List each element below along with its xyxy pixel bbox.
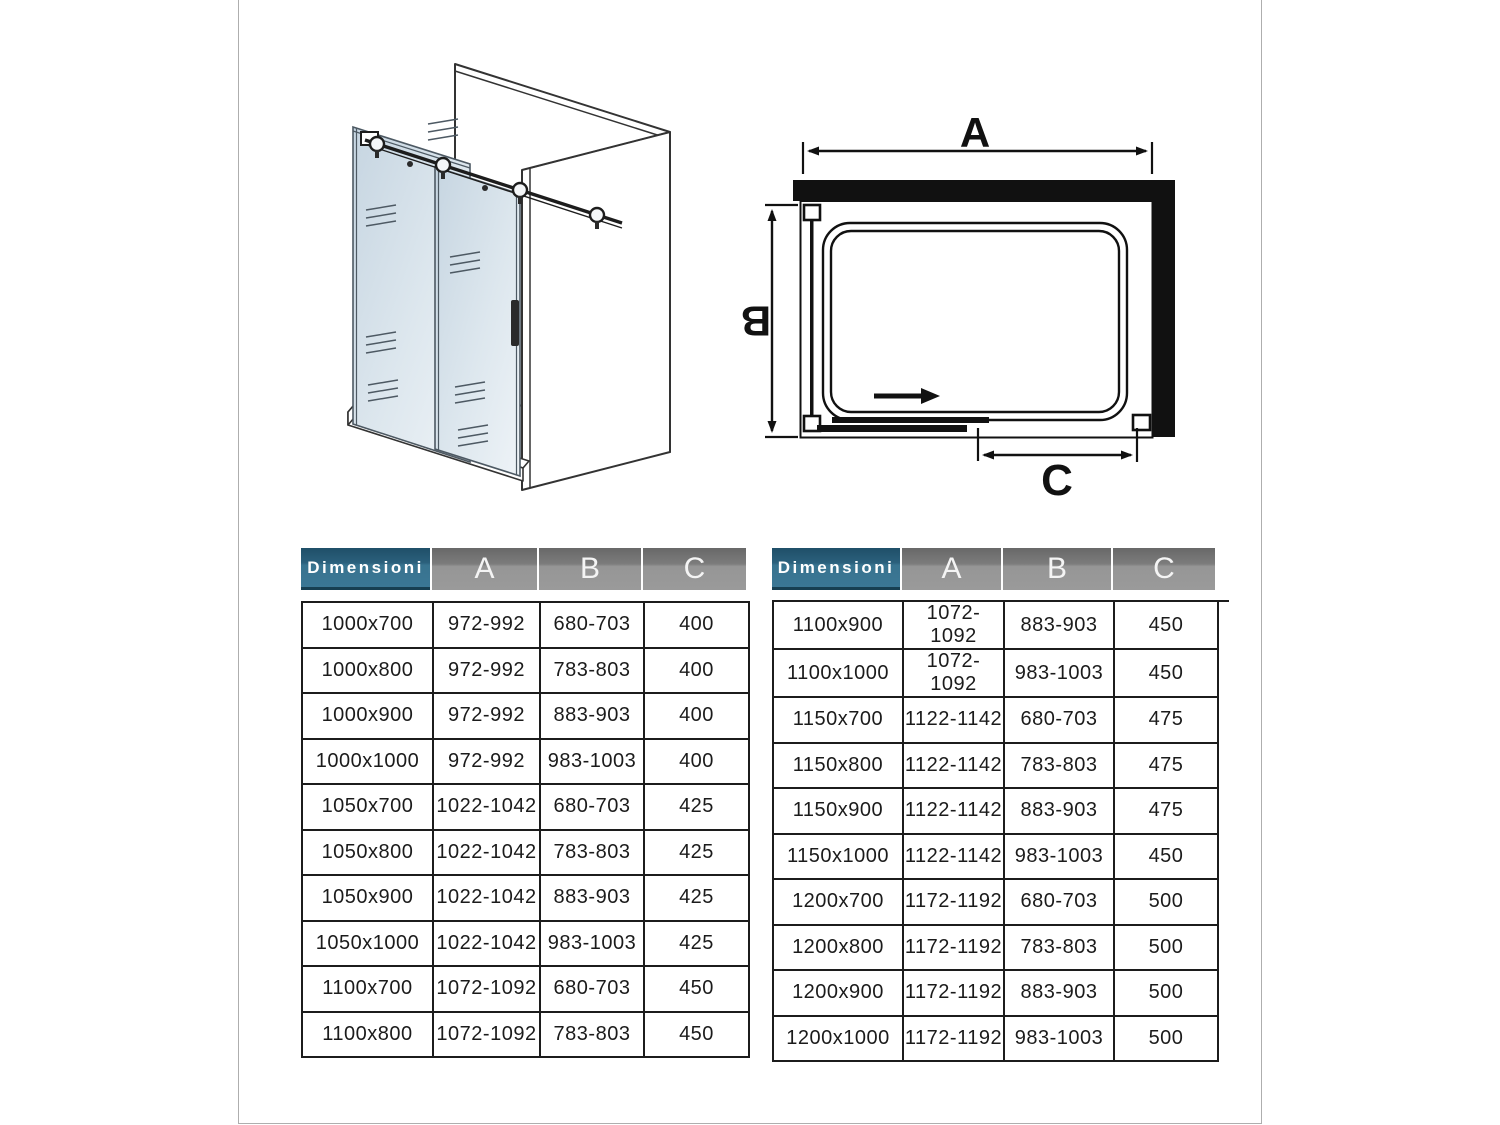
table-row [302, 966, 749, 1012]
table-cell: 500 [1114, 1016, 1218, 1062]
header-cell-c: C [643, 548, 746, 590]
table-row [302, 921, 749, 967]
table-cell: 1200x700 [773, 879, 903, 925]
left-table-header [301, 548, 746, 590]
tray-outline [823, 223, 1127, 420]
table-row [773, 834, 1218, 880]
table-cell: 1200x800 [773, 925, 903, 971]
table-cell: 680-703 [540, 784, 644, 830]
table-cell: 983-1003 [1004, 1016, 1114, 1062]
table-cell: 1022-1042 [433, 921, 540, 967]
table-row [302, 784, 749, 830]
table-cell: 400 [644, 648, 749, 694]
table-cell: 1000x800 [302, 648, 433, 694]
table-cell: 1172-1192 [903, 970, 1004, 1016]
table-cell: 1122-1142 [903, 697, 1004, 743]
table-cell: 425 [644, 875, 749, 921]
door-handle [511, 300, 519, 346]
header-cell-a: A [432, 548, 537, 590]
table-cell: 680-703 [540, 602, 644, 648]
table-cell: 883-903 [540, 875, 644, 921]
table-row [773, 649, 1218, 697]
table-cell: 450 [1114, 601, 1218, 649]
table-cell: 1100x700 [302, 966, 433, 1012]
table-cell: 680-703 [1004, 879, 1114, 925]
table-cell: 1150x800 [773, 743, 903, 789]
table-cell: 425 [644, 830, 749, 876]
table-cell: 450 [1114, 649, 1218, 697]
header-cell-c: C [1113, 548, 1215, 590]
door-bar-upper [832, 417, 989, 423]
table-cell: 1050x800 [302, 830, 433, 876]
table-row [302, 739, 749, 785]
table-cell: 1100x900 [773, 601, 903, 649]
table-cell: 783-803 [540, 830, 644, 876]
table-cell: 1072-1092 [903, 601, 1004, 649]
top-wall [793, 180, 1175, 201]
table-row [773, 879, 1218, 925]
table-row [773, 1016, 1218, 1062]
table-cell: 475 [1114, 788, 1218, 834]
table-cell: 783-803 [1004, 743, 1114, 789]
table-cell: 1022-1042 [433, 830, 540, 876]
table-cell: 475 [1114, 697, 1218, 743]
table-row [773, 925, 1218, 971]
table-cell: 783-803 [1004, 925, 1114, 971]
right-wall [1153, 180, 1175, 437]
enclosure-outline [801, 201, 1153, 438]
table-cell: 1150x900 [773, 788, 903, 834]
table-cell: 983-1003 [540, 921, 644, 967]
table-cell: 1200x1000 [773, 1016, 903, 1062]
header-cell-dimensioni: Dimensioni [301, 548, 430, 590]
table-row [773, 601, 1218, 649]
table-row [302, 648, 749, 694]
table-cell: 1100x1000 [773, 649, 903, 697]
table-cell: 425 [644, 921, 749, 967]
table-cell: 1150x700 [773, 697, 903, 743]
table-cell: 1122-1142 [903, 834, 1004, 880]
table-cell: 883-903 [1004, 970, 1114, 1016]
top-view-diagram [735, 95, 1240, 505]
table-cell: 1050x700 [302, 784, 433, 830]
table-row [302, 602, 749, 648]
header-cell-b: B [539, 548, 641, 590]
dimension-c-label: C [1041, 456, 1073, 505]
table-row [773, 970, 1218, 1016]
table-border-tail [1217, 600, 1229, 602]
table-cell: 1200x900 [773, 970, 903, 1016]
header-cell-b: B [1003, 548, 1111, 590]
table-cell: 1122-1142 [903, 743, 1004, 789]
table-cell: 1050x1000 [302, 921, 433, 967]
left-dimensions-table [301, 601, 750, 1058]
table-cell: 1172-1192 [903, 925, 1004, 971]
table-cell: 500 [1114, 879, 1218, 925]
table-cell: 783-803 [540, 648, 644, 694]
table-cell: 1000x700 [302, 602, 433, 648]
header-cell-a: A [902, 548, 1001, 590]
table-row [773, 697, 1218, 743]
table-cell: 400 [644, 693, 749, 739]
table-cell: 500 [1114, 925, 1218, 971]
table-row [773, 788, 1218, 834]
table-cell: 1022-1042 [433, 784, 540, 830]
right-wall [522, 132, 670, 490]
table-cell: 972-992 [433, 739, 540, 785]
table-cell: 983-1003 [1004, 834, 1114, 880]
table-cell: 1072-1092 [903, 649, 1004, 697]
table-cell: 972-992 [433, 602, 540, 648]
table-cell: 883-903 [540, 693, 644, 739]
table-row [302, 875, 749, 921]
isometric-shower-diagram [250, 40, 690, 510]
right-table-header [772, 548, 1215, 590]
table-cell: 1022-1042 [433, 875, 540, 921]
dimension-a-label: A [959, 109, 991, 156]
table-cell: 783-803 [540, 1012, 644, 1058]
table-cell: 500 [1114, 970, 1218, 1016]
table-cell: 1072-1092 [433, 1012, 540, 1058]
table-cell: 475 [1114, 743, 1218, 789]
dimension-b-label: B [740, 297, 772, 345]
table-cell: 450 [644, 966, 749, 1012]
right-dimensions-table [772, 600, 1219, 1062]
slide-direction-arrow [874, 388, 940, 404]
sliding-glass-panel [435, 167, 520, 476]
table-cell: 425 [644, 784, 749, 830]
table-row [302, 693, 749, 739]
table-cell: 1000x1000 [302, 739, 433, 785]
table-cell: 1072-1092 [433, 966, 540, 1012]
table-cell: 450 [644, 1012, 749, 1058]
table-row [302, 1012, 749, 1058]
table-row [302, 830, 749, 876]
table-cell: 883-903 [1004, 788, 1114, 834]
table-cell: 883-903 [1004, 601, 1114, 649]
table-row [773, 743, 1218, 789]
table-cell: 972-992 [433, 648, 540, 694]
table-cell: 680-703 [540, 966, 644, 1012]
door-bar-lower [817, 425, 967, 432]
table-cell: 1100x800 [302, 1012, 433, 1058]
table-cell: 1122-1142 [903, 788, 1004, 834]
table-cell: 450 [1114, 834, 1218, 880]
table-cell: 400 [644, 602, 749, 648]
header-cell-dimensioni: Dimensioni [772, 548, 900, 590]
table-cell: 1000x900 [302, 693, 433, 739]
table-cell: 1150x1000 [773, 834, 903, 880]
table-cell: 1172-1192 [903, 1016, 1004, 1062]
table-cell: 983-1003 [540, 739, 644, 785]
table-cell: 1172-1192 [903, 879, 1004, 925]
wall-bracket-right [1133, 415, 1150, 430]
table-cell: 983-1003 [1004, 649, 1114, 697]
table-cell: 680-703 [1004, 697, 1114, 743]
side-panel-line [810, 217, 814, 419]
wall-bracket-top [804, 205, 820, 220]
table-cell: 400 [644, 739, 749, 785]
table-cell: 1050x900 [302, 875, 433, 921]
table-cell: 972-992 [433, 693, 540, 739]
